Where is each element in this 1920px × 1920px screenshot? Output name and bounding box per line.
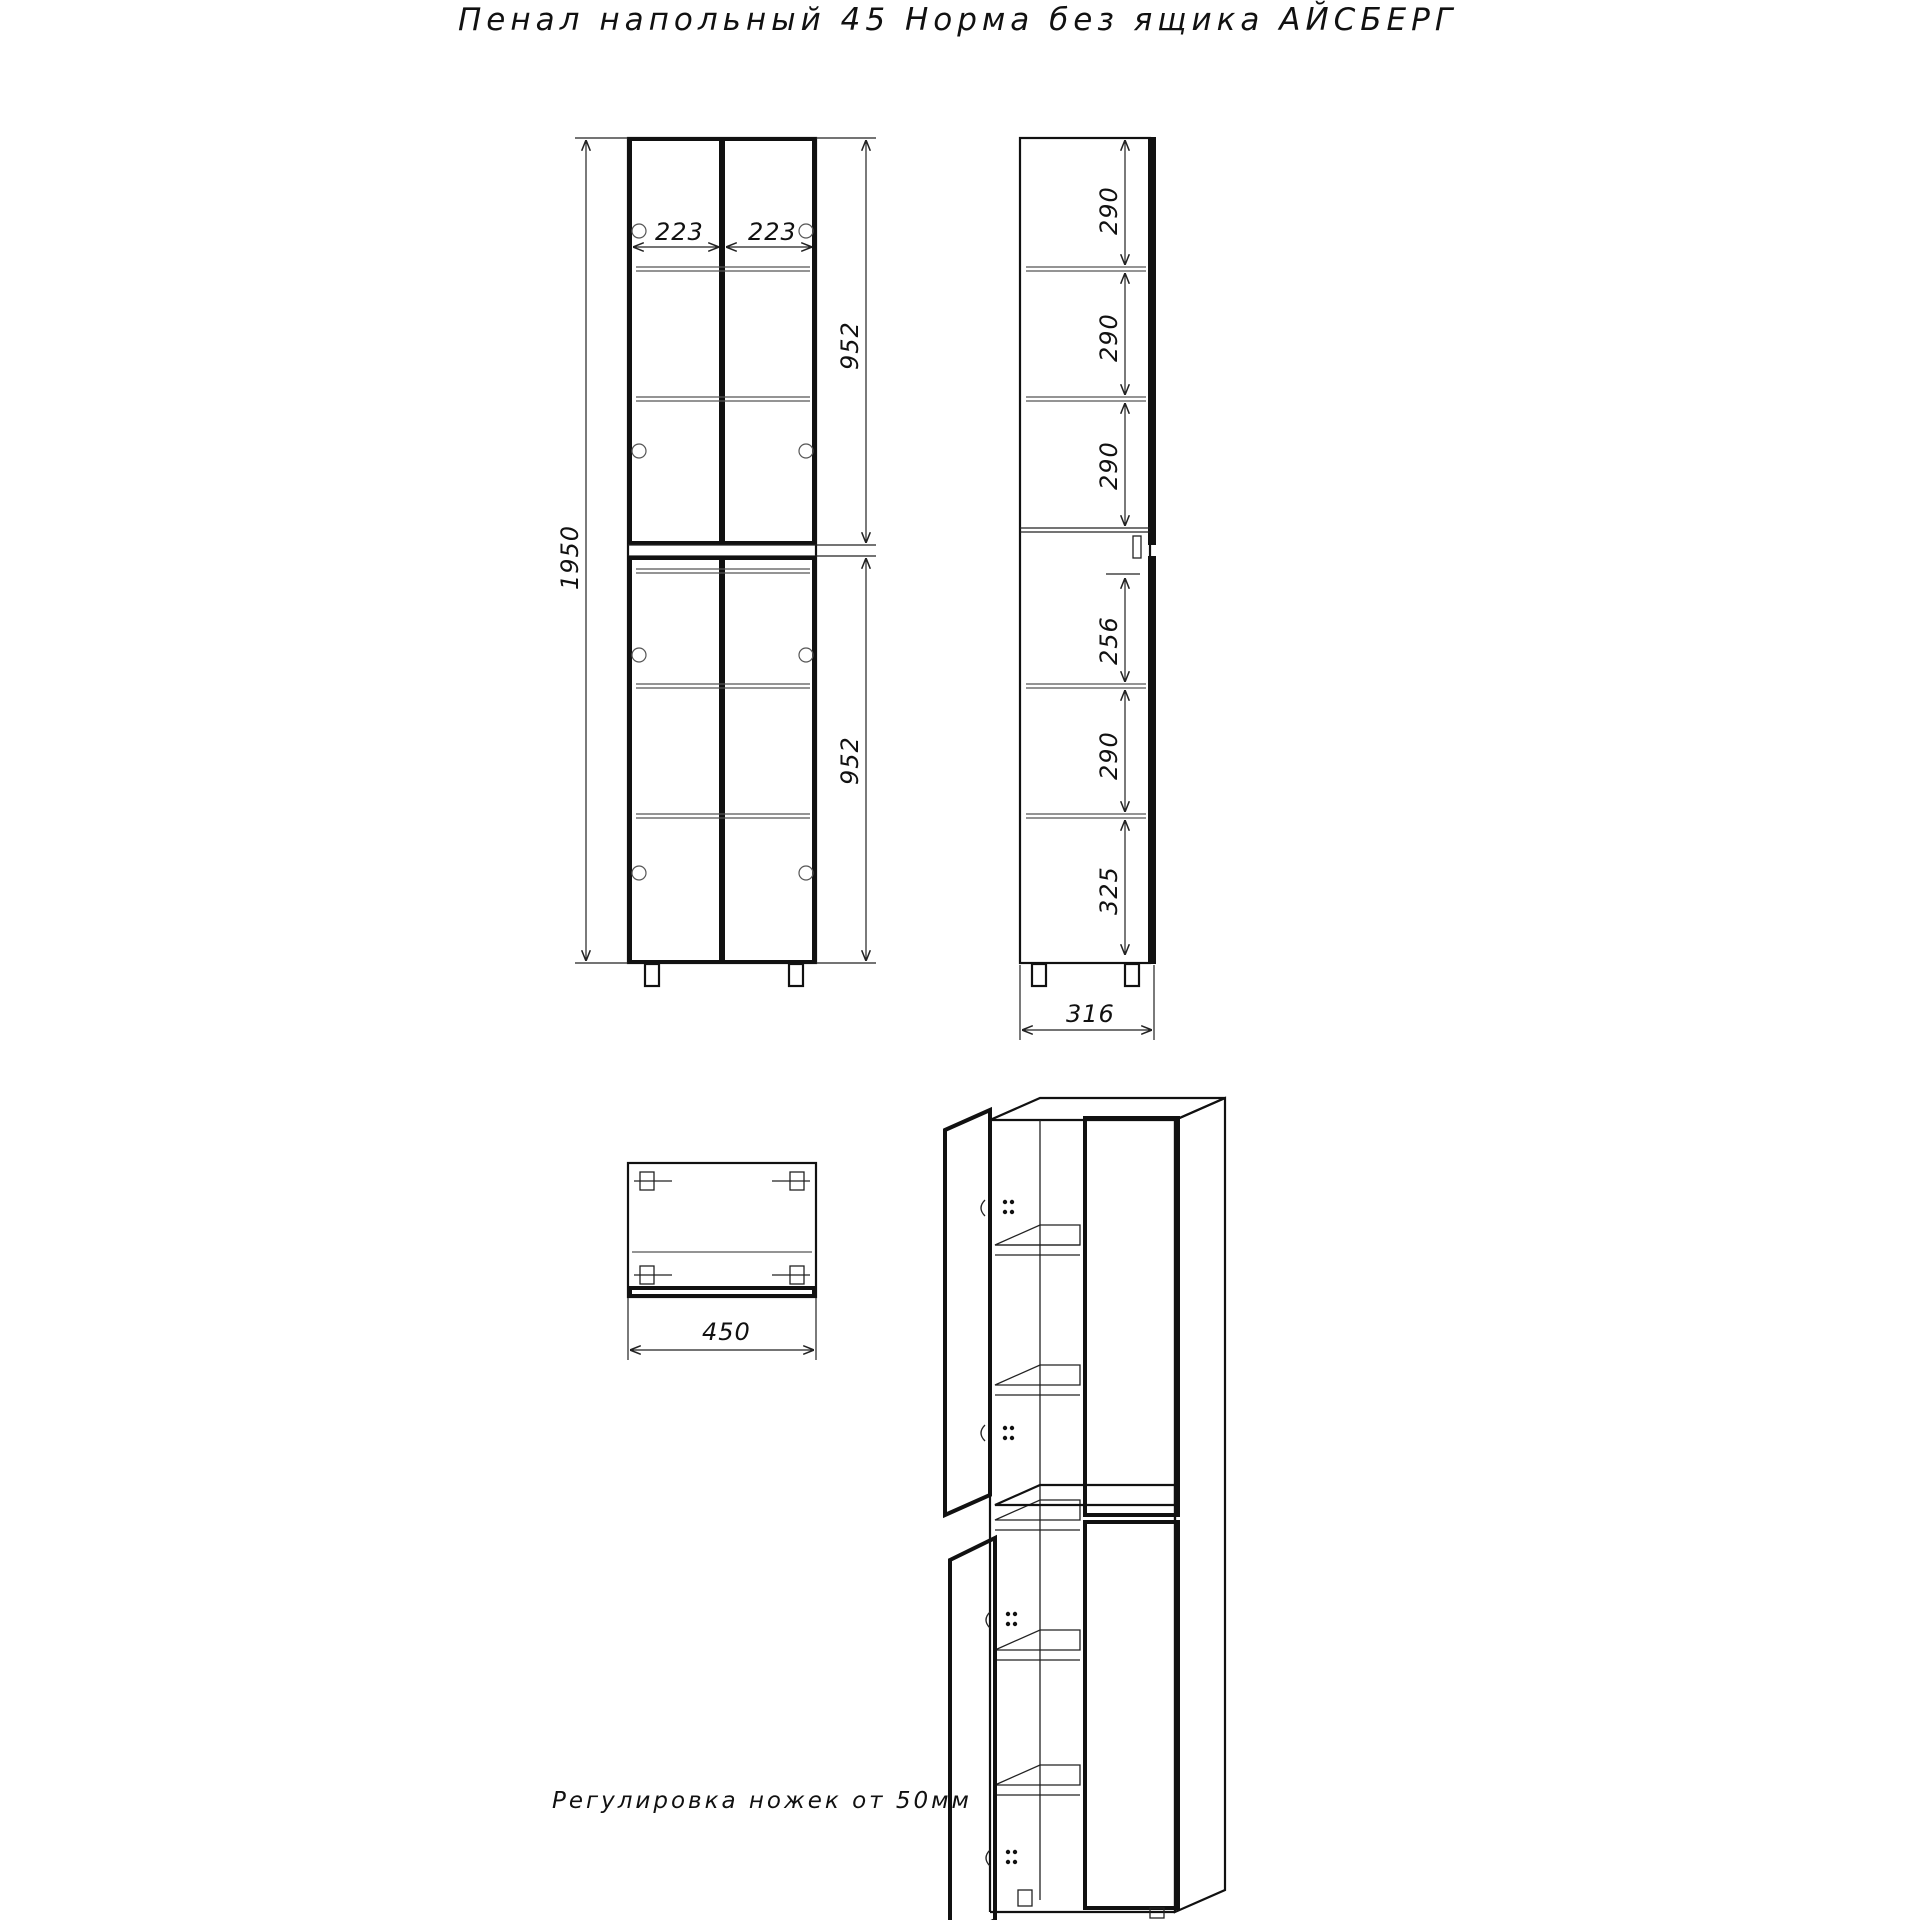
dim-left-inner-width: 223 [655, 218, 704, 246]
front-view [575, 138, 876, 986]
dim-depth: 316 [1066, 1000, 1115, 1028]
dim-right-inner-width: 223 [748, 218, 797, 246]
dim-shelf-5: 290 [1095, 731, 1123, 780]
side-view [1020, 138, 1154, 1040]
dim-shelf-2: 290 [1095, 313, 1123, 362]
dim-shelf-4: 256 [1095, 616, 1123, 665]
drawing-title: Пенал напольный 45 Норма без ящика АЙСБЕРГ [458, 2, 1458, 38]
dim-shelf-3: 290 [1095, 441, 1123, 490]
dim-upper-section: 952 [836, 321, 864, 370]
isometric-view [945, 1098, 1225, 1920]
dim-shelf-6: 325 [1095, 866, 1123, 915]
leg-adjustment-note: Регулировка ножек от 50мм [552, 1788, 972, 1814]
dim-total-height: 1950 [556, 524, 584, 590]
dim-shelf-1: 290 [1095, 186, 1123, 235]
dim-lower-section: 952 [836, 736, 864, 785]
dim-width: 450 [702, 1318, 751, 1346]
